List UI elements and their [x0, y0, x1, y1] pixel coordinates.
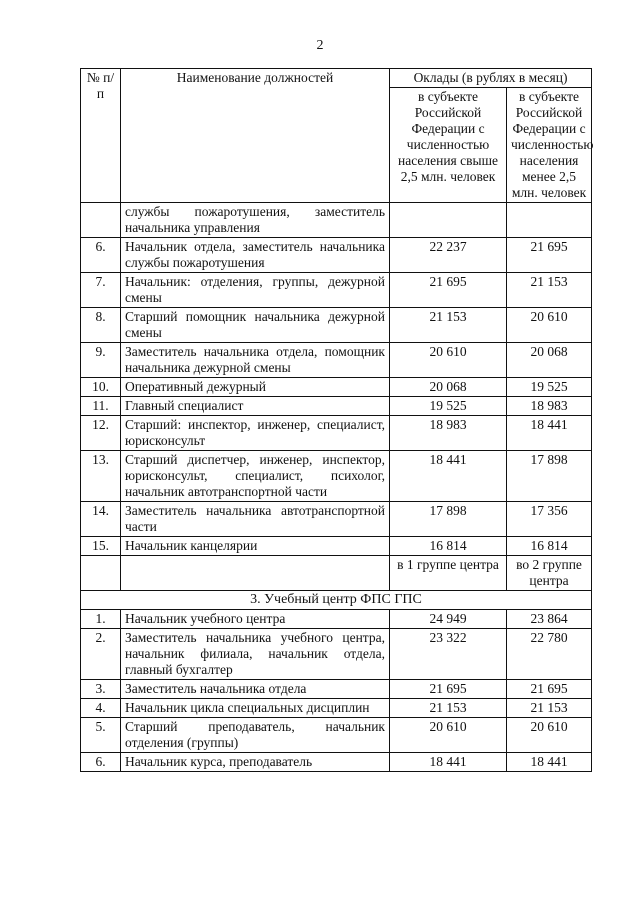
- row-position-name: Начальник: отделения, группы, дежурной смены: [121, 273, 390, 308]
- table-row: [81, 416, 592, 451]
- table-row: [81, 753, 592, 772]
- header-num: № п/п: [81, 69, 121, 203]
- row-number: 14.: [81, 502, 121, 537]
- row-salary-over: 18 441: [390, 753, 507, 772]
- row-salary-over: 17 898: [390, 502, 507, 537]
- group-body: [81, 556, 592, 610]
- row-salary-over: 20 068: [390, 378, 507, 397]
- row-salary-under: 18 983: [507, 397, 592, 416]
- header-row: [81, 69, 592, 88]
- table-row: [81, 203, 592, 238]
- section-title: 3. Учебный центр ФПС ГПС: [81, 591, 592, 610]
- table-row: [81, 699, 592, 718]
- row-salary-over: 24 949: [390, 610, 507, 629]
- row-number: 15.: [81, 537, 121, 556]
- row-position-name: Начальник курса, преподаватель: [121, 753, 390, 772]
- row-salary-over: 21 153: [390, 308, 507, 343]
- row-salary-over: 22 237: [390, 238, 507, 273]
- table-row: [81, 629, 592, 680]
- header-col-over: в субъекте Российской Федерации с численностью населения свыше 2,5 млн. человек: [390, 88, 507, 203]
- row-salary-under: 18 441: [507, 753, 592, 772]
- table-row: [81, 238, 592, 273]
- row-salary-over: 16 814: [390, 537, 507, 556]
- row-position-name: Старший диспетчер, инженер, инспектор, юрисконсульт, специалист, психолог, начальник автотранспортной части: [121, 451, 390, 502]
- group-name: [121, 556, 390, 591]
- row-number: 9.: [81, 343, 121, 378]
- row-position-name: Начальник цикла специальных дисциплин: [121, 699, 390, 718]
- row-position-name: Оперативный дежурный: [121, 378, 390, 397]
- table-body-part2: [81, 610, 592, 772]
- table-row: [81, 680, 592, 699]
- row-position-name: Главный специалист: [121, 397, 390, 416]
- row-number: 11.: [81, 397, 121, 416]
- row-number: 4.: [81, 699, 121, 718]
- row-salary-under: 22 780: [507, 629, 592, 680]
- section-row: [81, 591, 592, 610]
- row-salary-under: 21 695: [507, 238, 592, 273]
- header-name: Наименование должностей: [121, 69, 390, 203]
- row-salary-under: 21 695: [507, 680, 592, 699]
- row-salary-under: 23 864: [507, 610, 592, 629]
- header-salary: Оклады (в рублях в месяц): [390, 69, 592, 88]
- row-salary-over: [390, 203, 507, 238]
- row-position-name: Начальник канцелярии: [121, 537, 390, 556]
- row-number: 10.: [81, 378, 121, 397]
- row-number: 5.: [81, 718, 121, 753]
- table-row: [81, 397, 592, 416]
- table-row: [81, 502, 592, 537]
- row-position-name: Заместитель начальника отдела, помощник начальника дежурной смены: [121, 343, 390, 378]
- row-salary-over: 18 983: [390, 416, 507, 451]
- header-col-under: в субъекте Российской Федерации с численностью населения менее 2,5 млн. человек: [507, 88, 592, 203]
- table-row: [81, 537, 592, 556]
- row-salary-over: 21 695: [390, 273, 507, 308]
- row-number: 8.: [81, 308, 121, 343]
- row-salary-over: 21 695: [390, 680, 507, 699]
- row-number: 3.: [81, 680, 121, 699]
- row-salary-under: 20 610: [507, 308, 592, 343]
- row-position-name: Заместитель начальника учебного центра, начальник филиала, начальник отдела, главный бухгалтер: [121, 629, 390, 680]
- row-salary-under: 19 525: [507, 378, 592, 397]
- row-number: 12.: [81, 416, 121, 451]
- table-row: [81, 273, 592, 308]
- row-position-name: Старший помощник начальника дежурной смены: [121, 308, 390, 343]
- row-position-name: Начальник отдела, заместитель начальника службы пожаротушения: [121, 238, 390, 273]
- row-number: 7.: [81, 273, 121, 308]
- row-salary-under: 21 153: [507, 273, 592, 308]
- table-body-part1: [81, 203, 592, 556]
- row-salary-under: 17 356: [507, 502, 592, 537]
- row-salary-under: 20 610: [507, 718, 592, 753]
- row-number: 6.: [81, 238, 121, 273]
- group-under: во 2 группе центра: [507, 556, 592, 591]
- table-row: [81, 610, 592, 629]
- row-number: 1.: [81, 610, 121, 629]
- row-salary-under: 18 441: [507, 416, 592, 451]
- table-row: [81, 378, 592, 397]
- row-number: 6.: [81, 753, 121, 772]
- row-number: 2.: [81, 629, 121, 680]
- row-number: [81, 203, 121, 238]
- row-salary-over: 20 610: [390, 718, 507, 753]
- page-number: 2: [316, 38, 324, 53]
- table-row: [81, 451, 592, 502]
- row-salary-over: 20 610: [390, 343, 507, 378]
- row-salary-over: 19 525: [390, 397, 507, 416]
- row-position-name: Начальник учебного центра: [121, 610, 390, 629]
- group-over: в 1 группе центра: [390, 556, 507, 591]
- salary-table: [80, 68, 592, 772]
- table-row: [81, 718, 592, 753]
- row-salary-over: 23 322: [390, 629, 507, 680]
- table-row: [81, 343, 592, 378]
- row-salary-under: 16 814: [507, 537, 592, 556]
- row-position-name: Старший: инспектор, инженер, специалист, юрисконсульт: [121, 416, 390, 451]
- row-salary-over: 18 441: [390, 451, 507, 502]
- row-salary-under: 20 068: [507, 343, 592, 378]
- row-number: 13.: [81, 451, 121, 502]
- row-salary-under: 17 898: [507, 451, 592, 502]
- row-position-name: Старший преподаватель, начальник отделения (группы): [121, 718, 390, 753]
- row-position-name: службы пожаротушения, заместитель начальника управления: [121, 203, 390, 238]
- row-salary-under: 21 153: [507, 699, 592, 718]
- table-row: [81, 308, 592, 343]
- group-num: [81, 556, 121, 591]
- row-position-name: Заместитель начальника автотранспортной части: [121, 502, 390, 537]
- row-salary-over: 21 153: [390, 699, 507, 718]
- row-position-name: Заместитель начальника отдела: [121, 680, 390, 699]
- group-row: [81, 556, 592, 591]
- row-salary-under: [507, 203, 592, 238]
